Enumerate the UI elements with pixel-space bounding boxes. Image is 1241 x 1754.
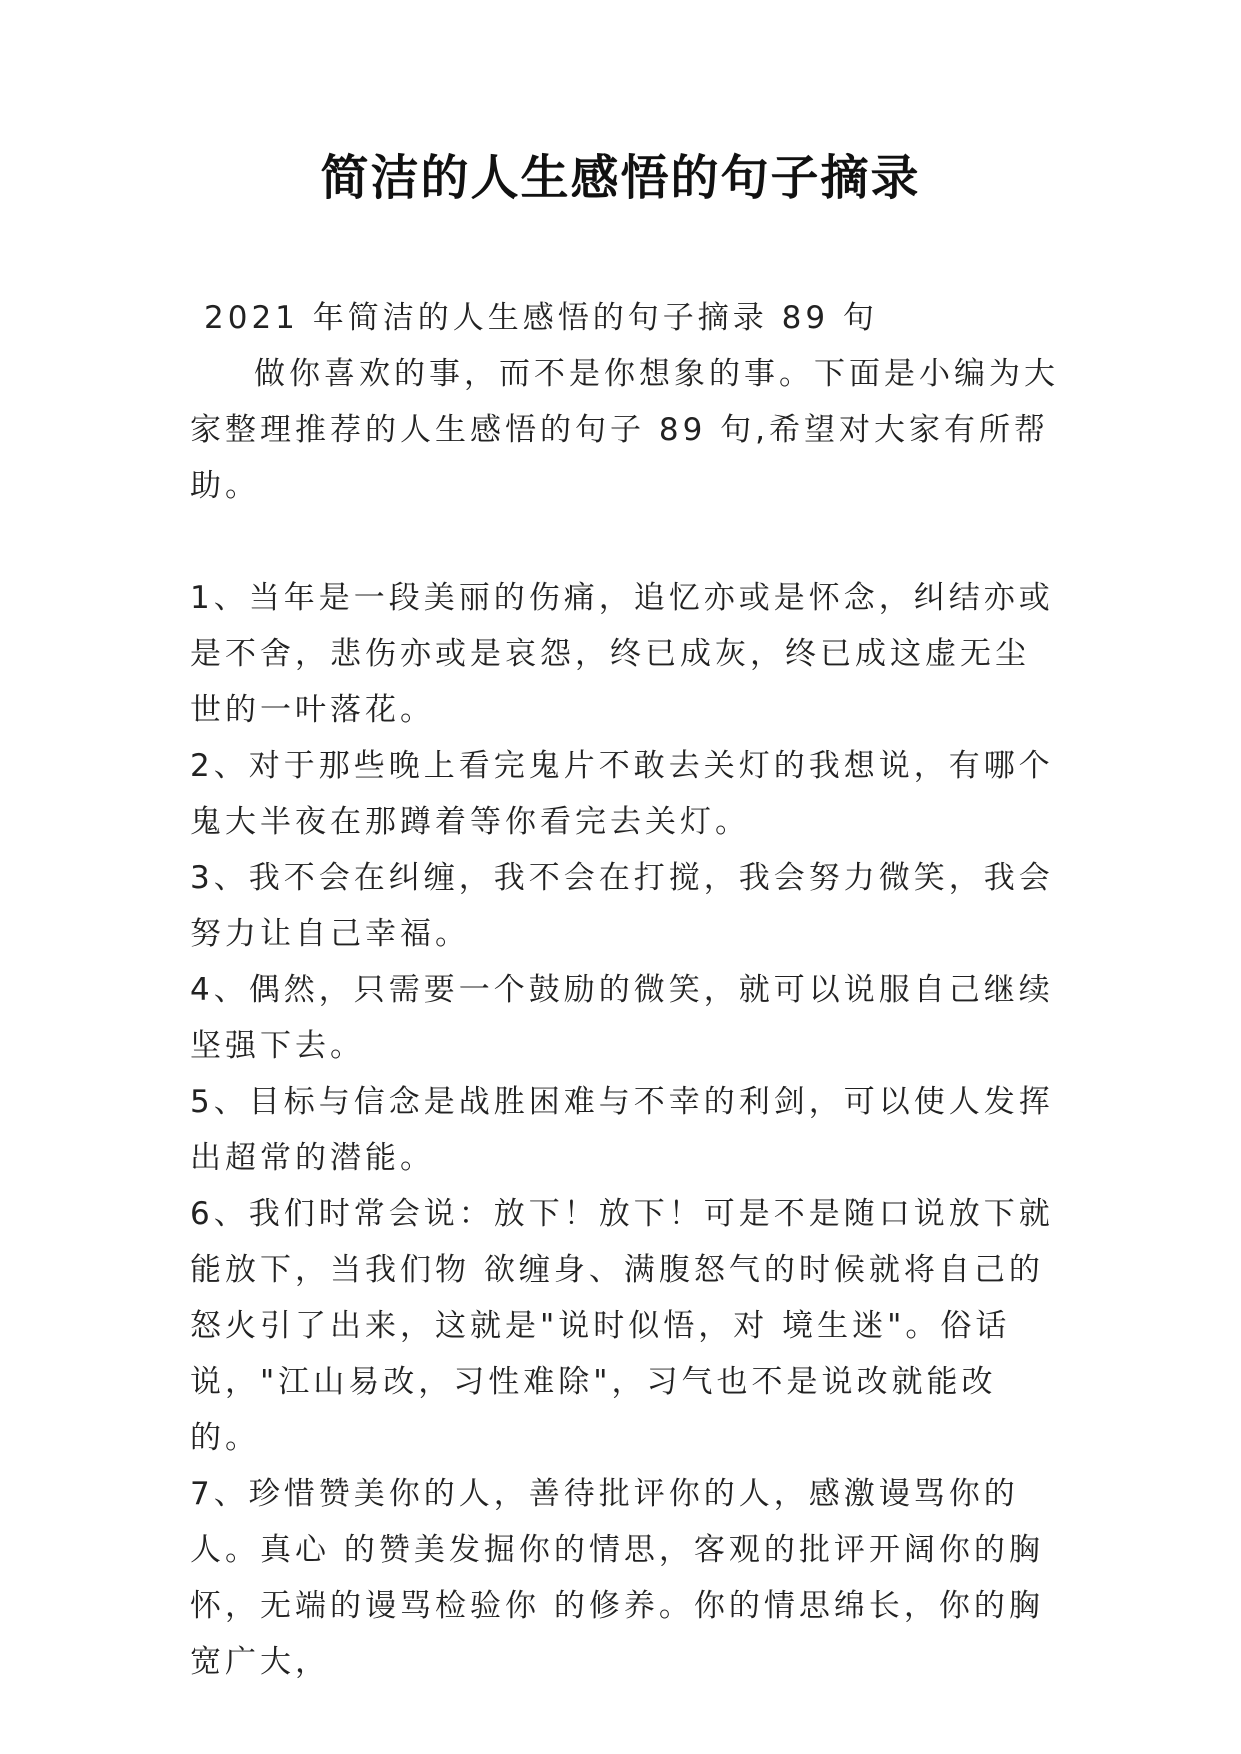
intro-paragraph: 做你喜欢的事，而不是你想象的事。下面是小编为大家整理推荐的人生感悟的句子 89 句,希望对大家有所帮助。 [190,356,1059,504]
list-item: 7、珍惜赞美你的人，善待批评你的人，感激谩骂你的人。真心 的赞美发掘你的情思，客观的批评开阔你的胸怀，无端的谩骂检验你 的修养。你的情思绵长，你的胸宽广大， [190,1476,1044,1680]
list-item: 3、我不会在纠缠，我不会在打搅，我会努力微笑，我会努力让自己幸福。 [190,860,1054,952]
list-item: 5、目标与信念是战胜困难与不幸的利剑，可以使人发挥出超常的潜能。 [190,1084,1054,1176]
document-subtitle: 2021 年简洁的人生感悟的句子摘录 89 句 [204,300,878,336]
list-item: 2、对于那些晚上看完鬼片不敢去关灯的我想说，有哪个鬼大半夜在那蹲着等你看完去关灯。 [190,748,1054,840]
document-title: 简洁的人生感悟的句子摘录 [320,150,921,206]
list-item: 1、当年是一段美丽的伤痛，追忆亦或是怀念，纠结亦或是不舍，悲伤亦或是哀怨，终已成灰，终已成这虚无尘世的一叶落花。 [190,580,1054,728]
paragraph-spacer [190,514,1060,570]
list-item: 4、偶然，只需要一个鼓励的微笑，就可以说服自己继续坚强下去。 [190,972,1054,1064]
list-item: 6、我们时常会说：放下！放下！可是不是随口说放下就能放下，当我们物 欲缠身、满腹怒气的时候就将自己的怒火引了出来，这就是"说时似悟，对 境生迷"。俗话说，"江山易改，习性难除"，习气也不是说改就能改的。 [190,1196,1054,1456]
document-body [190,290,1060,1690]
